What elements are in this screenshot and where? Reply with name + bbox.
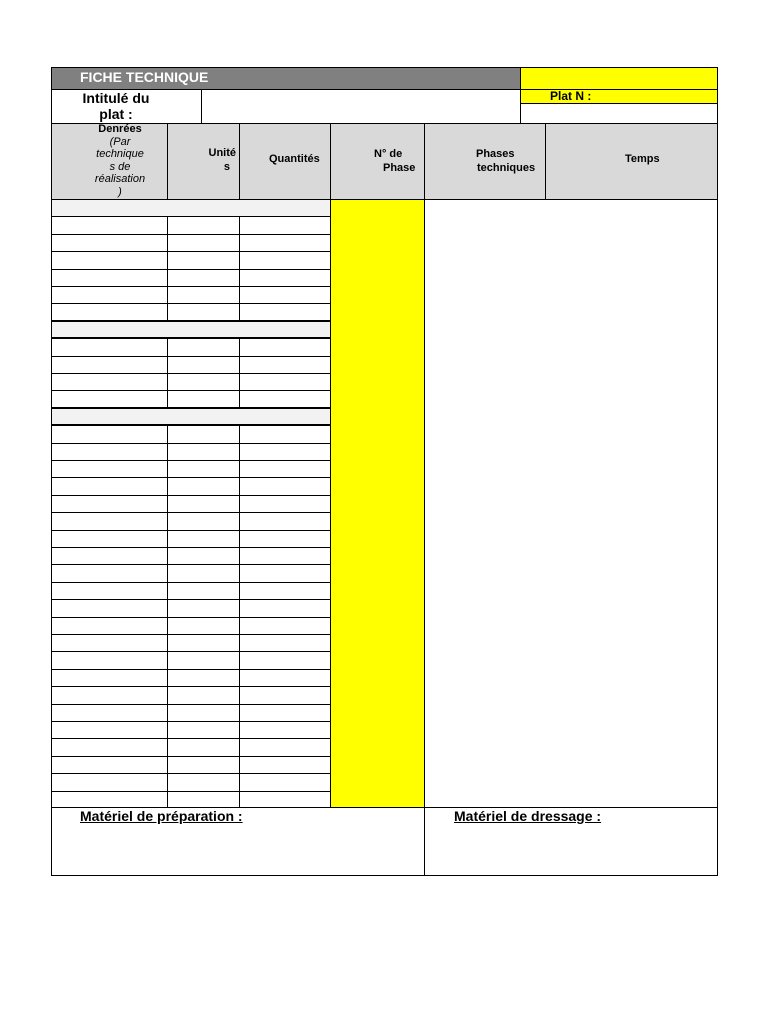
- grid-row-line: [51, 756, 331, 757]
- plat-number-label: Plat N :: [550, 89, 592, 103]
- group-row-1: [51, 199, 331, 217]
- grid-column-line: [167, 425, 168, 808]
- header-quantites: Quantités: [269, 153, 320, 165]
- grid-row-line: [51, 251, 331, 252]
- grid-row-line: [51, 286, 331, 287]
- header-unites: Unité s: [208, 147, 236, 173]
- grid-row-line: [51, 477, 331, 478]
- grid-row-line: [51, 408, 331, 409]
- header-phase-number: N° de Phase: [374, 148, 416, 174]
- grid-row-line: [51, 651, 331, 652]
- grid-row-line: [51, 338, 331, 339]
- technical-sheet-form: [51, 67, 718, 876]
- grid-row-line: [51, 634, 331, 635]
- grid-column-line: [167, 217, 168, 320]
- grid-row-line: [51, 321, 331, 322]
- grid-row-line: [51, 443, 331, 444]
- grid-row-line: [51, 303, 331, 304]
- grid-row-line: [51, 425, 331, 426]
- grid-row-line: [51, 530, 331, 531]
- grid-row-line: [51, 773, 331, 774]
- materiel-preparation-label: Matériel de préparation :: [80, 808, 243, 824]
- group-row-3: [51, 407, 331, 425]
- grid-row-line: [51, 234, 331, 235]
- title-yellow-cell: [520, 67, 718, 90]
- grid-row-line: [51, 721, 331, 722]
- grid-row-line: [51, 547, 331, 548]
- header-temps: Temps: [625, 153, 660, 165]
- header-denrees: Denrées (Par technique s de réalisation ): [94, 123, 146, 198]
- ingredients-grid: [51, 199, 331, 808]
- grid-row-line: [51, 669, 331, 670]
- grid-row-line: [51, 704, 331, 705]
- grid-row-line: [51, 269, 331, 270]
- grid-row-line: [51, 599, 331, 600]
- dish-label: Intitulé du plat :: [82, 90, 150, 122]
- phases-techniques-area[interactable]: [424, 199, 718, 808]
- grid-row-line: [51, 460, 331, 461]
- grid-row-line: [51, 686, 331, 687]
- grid-row-line: [51, 582, 331, 583]
- dish-name-field[interactable]: [201, 89, 521, 124]
- plat-number-field[interactable]: [520, 103, 718, 124]
- grid-row-line: [51, 373, 331, 374]
- grid-row-line: [51, 512, 331, 513]
- grid-column-line: [239, 425, 240, 808]
- grid-column-line: [239, 338, 240, 407]
- grid-column-line: [167, 338, 168, 407]
- materiel-dressage-label: Matériel de dressage :: [454, 808, 602, 824]
- group-row-2: [51, 320, 331, 338]
- grid-row-line: [51, 791, 331, 792]
- grid-row-line: [51, 390, 331, 391]
- header-phases-techniques: Phases techniques: [476, 148, 536, 174]
- grid-row-line: [51, 738, 331, 739]
- grid-row-line: [51, 617, 331, 618]
- grid-row-line: [51, 495, 331, 496]
- sheet-title: FICHE TECHNIQUE: [80, 69, 209, 85]
- grid-column-line: [239, 217, 240, 320]
- grid-row-line: [51, 216, 331, 217]
- grid-row-line: [51, 356, 331, 357]
- phase-number-column[interactable]: [330, 199, 425, 808]
- grid-row-line: [51, 564, 331, 565]
